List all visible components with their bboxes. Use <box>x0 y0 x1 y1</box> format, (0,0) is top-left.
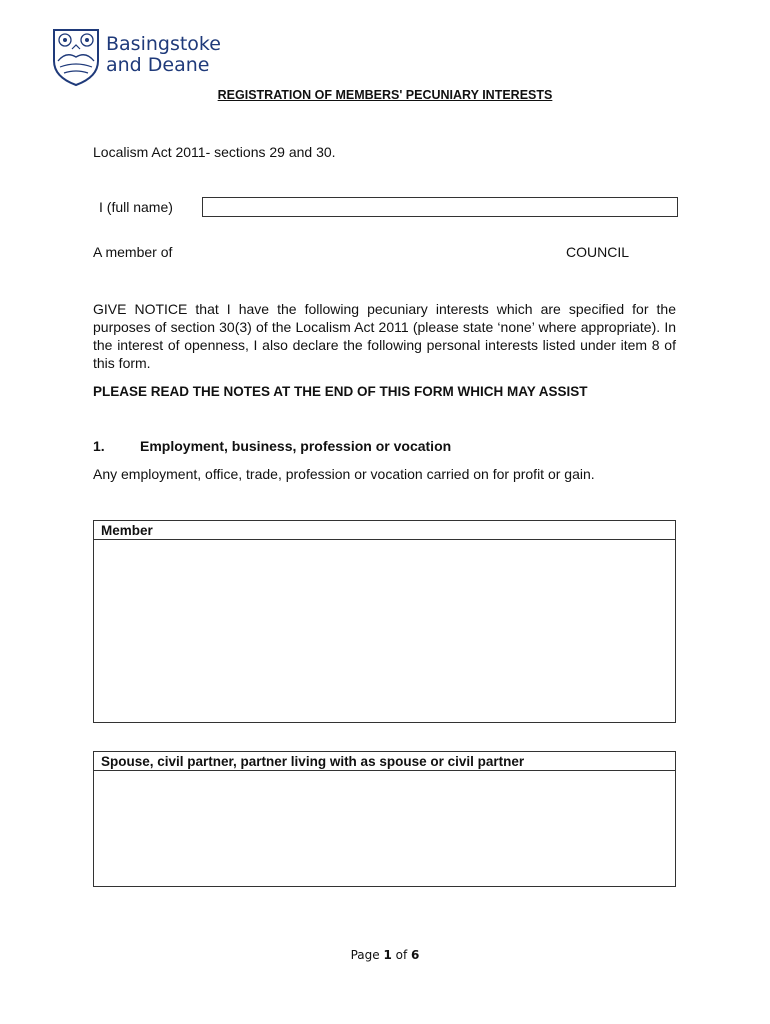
full-name-field[interactable] <box>202 197 678 217</box>
council-label: COUNCIL <box>566 244 630 260</box>
form-title: REGISTRATION OF MEMBERS' PECUNIARY INTERESTS <box>217 88 553 102</box>
logo-text-line1: Basingstoke <box>106 33 221 55</box>
page-footer <box>0 948 770 962</box>
logo-text-line2: and Deane <box>106 54 210 76</box>
member-entry-area[interactable] <box>94 540 675 724</box>
council-crest-icon <box>50 27 102 87</box>
member-table-header: Member <box>94 521 675 540</box>
section1-heading: Employment, business, profession or vocation <box>140 438 452 454</box>
spouse-table <box>93 751 676 887</box>
council-logo <box>50 27 240 87</box>
member-table <box>93 520 676 723</box>
page-prefix: Page <box>350 948 384 962</box>
act-reference: Localism Act 2011- sections 29 and 30. <box>93 144 336 160</box>
section1-number: 1. <box>93 438 105 454</box>
please-read-notice: PLEASE READ THE NOTES AT THE END OF THIS FORM WHICH MAY ASSIST <box>93 384 588 399</box>
notice-paragraph: GIVE NOTICE that I have the following pecuniary interests which are specified for the purposes of section 30(3) of the Localism Act 2011 (please state ‘none’ where appropriate). In the interest of openness, I also declare the following personal interests listed under item 8 of this form. <box>93 301 676 371</box>
spouse-entry-area[interactable] <box>94 771 675 888</box>
full-name-value <box>203 199 207 214</box>
section1-description: Any employment, office, trade, profession or vocation carried on for profit or gain. <box>93 466 595 482</box>
page-of: of <box>391 948 412 962</box>
full-name-label: I (full name) <box>99 199 173 215</box>
page-total: 6 <box>411 948 420 962</box>
page-current: 1 <box>383 948 392 962</box>
member-of-label: A member of <box>93 244 173 260</box>
spouse-table-header: Spouse, civil partner, partner living with as spouse or civil partner <box>94 752 675 771</box>
